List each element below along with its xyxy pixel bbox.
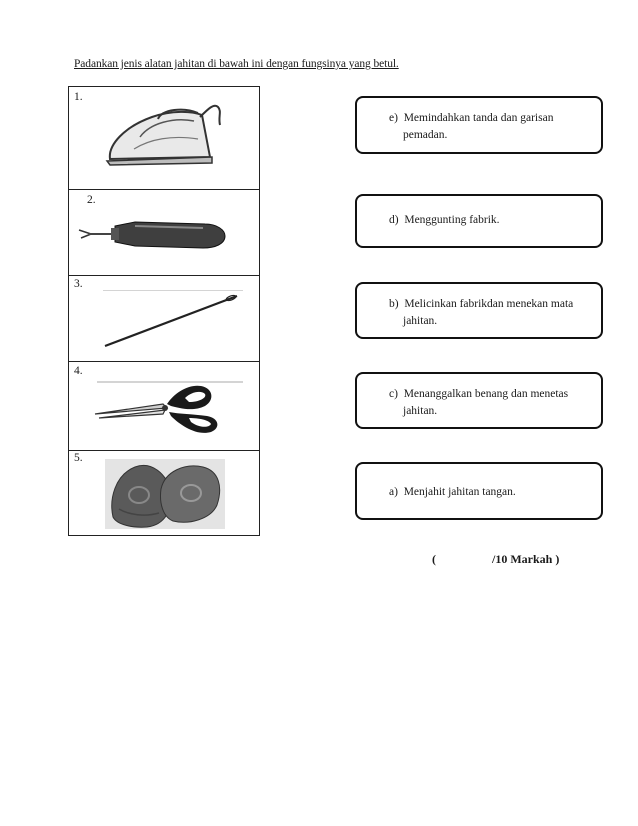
answer-description: Melicinkan fabrikdan menekan mata jahitan. [403, 298, 574, 327]
tool-cell-4 [69, 362, 259, 451]
tool-cell-3 [69, 276, 259, 362]
answer-box-c [355, 372, 603, 429]
score-total-label: /10 Markah ) [492, 552, 560, 566]
answer-box-a [355, 462, 603, 520]
tool-number: 5. [74, 452, 83, 464]
answer-letter: e) [389, 112, 398, 124]
tool-cell-2 [69, 190, 259, 276]
answer-description: Menjahit jahitan tangan. [403, 486, 516, 498]
needle-icon [97, 290, 247, 350]
answer-letter: d) [389, 214, 399, 226]
answer-box-b [355, 282, 603, 339]
score-open-paren: ( [432, 552, 436, 566]
answer-text [389, 386, 589, 420]
tool-number: 4. [74, 365, 83, 377]
scissors-icon [93, 378, 248, 438]
answer-text [389, 296, 589, 330]
answer-box-d [355, 194, 603, 248]
tailors-chalk-icon [105, 459, 225, 529]
answer-description: Menggunting fabrik. [404, 214, 500, 226]
score-field [432, 552, 572, 570]
tool-cell-5 [69, 451, 259, 537]
tool-table [68, 86, 260, 536]
tool-number: 3. [74, 278, 83, 290]
answer-box-e [355, 96, 603, 154]
answer-letter: b) [389, 298, 399, 310]
answer-text [389, 110, 589, 144]
tool-number: 1. [74, 91, 83, 103]
instruction-text: Padankan jenis alatan jahitan di bawah ini dengan fungsinya yang betul. [74, 58, 399, 70]
tool-number: 2. [87, 194, 96, 206]
seam-ripper-icon [75, 212, 235, 262]
answer-text [389, 484, 589, 501]
answer-description: Menanggalkan benang dan menetas jahitan. [403, 388, 569, 417]
iron-icon [102, 97, 232, 169]
answer-description: Memindahkan tanda dan garisan pemadan. [403, 112, 554, 141]
tool-cell-1 [69, 87, 259, 190]
answer-letter: a) [389, 486, 398, 498]
answer-text [389, 212, 589, 229]
answer-letter: c) [389, 388, 398, 400]
